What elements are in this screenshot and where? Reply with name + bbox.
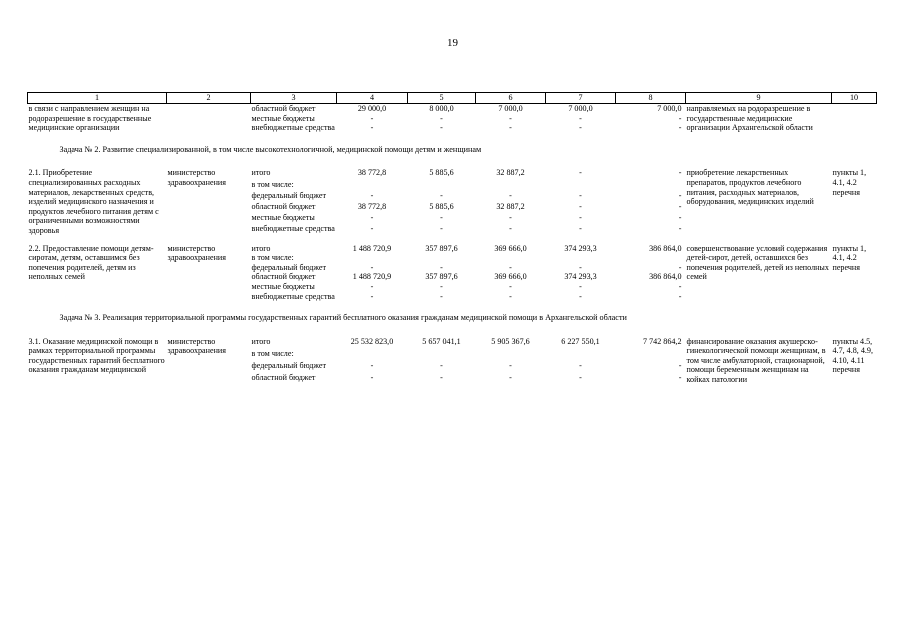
amount-cell: 5 885,6 <box>429 201 454 211</box>
amount-cell: - <box>509 213 512 223</box>
amount-cell: - <box>440 360 443 370</box>
funding-source: в том числе: <box>251 253 294 263</box>
amount-cell: 7 000,0 <box>498 104 523 113</box>
amount-cell: - <box>440 123 443 133</box>
amount-cell: - <box>678 123 682 133</box>
amount-cell <box>616 349 686 361</box>
amount-cell: 5 885,6 <box>429 168 454 178</box>
amount-cell: 7 000,0 <box>657 104 682 113</box>
amount-cell: - <box>370 113 374 123</box>
amount-cell: - <box>509 190 512 200</box>
amount-cell: - <box>579 360 582 370</box>
amount-cell: - <box>579 372 582 382</box>
amount-cell: - <box>579 190 582 200</box>
amount-cell: - <box>509 113 512 123</box>
funding-source: внебюджетные средства <box>251 123 335 133</box>
task-heading: Задача № 3. Реализация территориальной программы государственных гарантий бесплатного оказания гражданам медицинской помощи в Архангельской области <box>59 313 627 323</box>
funding-source: федеральный бюджет <box>251 262 326 272</box>
amount-cell <box>408 180 476 191</box>
amount-cell: 357 897,6 <box>425 272 458 282</box>
reference-items: пункты 1, 4.1, 4.2 перечня <box>832 243 867 272</box>
amount-cell: 1 488 720,9 <box>352 272 392 282</box>
amount-cell: - <box>678 262 682 272</box>
amount-cell: 369 666,0 <box>494 272 527 282</box>
column-number: 7 <box>546 93 616 104</box>
funding-source: федеральный бюджет <box>251 190 326 200</box>
amount-cell: 38 772,8 <box>357 201 387 211</box>
amount-cell: 374 293,3 <box>564 243 597 253</box>
measure-description: 3.1. Оказание медицинской помощи в рамках территориальной программы государственных гарантий бесплатного оказания гражданам медицинской <box>28 336 165 375</box>
amount-cell: 5 657 041,1 <box>422 336 461 346</box>
amount-cell: - <box>509 281 512 291</box>
amount-cell: - <box>440 213 443 223</box>
amount-cell: 5 905 367,6 <box>491 336 530 346</box>
expected-result: совершенствование условий содержания детей-сирот, детей, оставшихся без попечения родителей, детей из неполных семей <box>686 243 829 282</box>
funding-source: областной бюджет <box>251 272 316 282</box>
amount-cell: - <box>370 190 374 200</box>
amount-cell: - <box>579 201 582 211</box>
amount-cell: - <box>370 262 374 272</box>
task-row <box>28 301 877 337</box>
amount-cell: - <box>440 190 443 200</box>
measure-executor: министерство здравоохранения <box>167 336 226 356</box>
amount-cell: - <box>579 224 582 234</box>
amount-cell: - <box>509 123 512 133</box>
amount-cell: - <box>370 123 374 133</box>
column-number: 6 <box>476 93 546 104</box>
amount-cell: - <box>678 201 682 211</box>
amount-cell: - <box>579 262 582 272</box>
amount-cell: - <box>440 372 443 382</box>
amount-cell: - <box>579 291 582 301</box>
amount-cell: - <box>579 281 582 291</box>
amount-cell: 374 293,3 <box>564 272 597 282</box>
amount-cell: - <box>509 372 512 382</box>
funding-source: в том числе: <box>251 179 294 189</box>
amount-cell: - <box>509 224 512 234</box>
amount-cell: - <box>579 123 582 133</box>
funding-source: итого <box>251 336 271 346</box>
item22-row <box>28 244 877 254</box>
amount-cell: - <box>370 224 374 234</box>
amount-cell: 32 887,2 <box>496 201 525 211</box>
amount-cell: 32 887,2 <box>496 168 525 178</box>
amount-cell: 25 532 823,0 <box>350 336 394 346</box>
column-number: 3 <box>251 93 337 104</box>
amount-cell: - <box>579 113 582 123</box>
amount-cell: - <box>678 281 682 291</box>
amount-cell: 7 742 864,2 <box>643 336 682 346</box>
funding-source: итого <box>251 168 271 178</box>
amount-cell: - <box>440 113 443 123</box>
measure-executor: министерство здравоохранения <box>167 168 226 187</box>
amount-cell <box>616 180 686 191</box>
amount-cell: - <box>440 291 443 301</box>
amount-cell: 8 000,0 <box>429 104 454 113</box>
amount-cell: 357 897,6 <box>425 243 458 253</box>
amount-cell: - <box>370 360 374 370</box>
amount-cell <box>616 253 686 263</box>
column-number: 2 <box>167 93 251 104</box>
amount-cell: 386 864,0 <box>649 243 682 253</box>
page-number: 19 <box>447 37 458 49</box>
task-heading: Задача № 2. Развитие специализированной, в том числе высокотехнологичной, медицинской помощи детям и женщинам <box>59 144 482 154</box>
amount-cell <box>337 349 408 361</box>
amount-cell: - <box>678 213 682 223</box>
amount-cell <box>476 253 546 263</box>
amount-cell <box>337 180 408 191</box>
amount-cell: - <box>440 262 443 272</box>
funding-source: итого <box>251 243 271 253</box>
item31-row <box>28 337 877 349</box>
amount-cell <box>337 253 408 263</box>
amount-cell: 369 666,0 <box>494 243 527 253</box>
measure-executor <box>167 104 251 133</box>
amount-cell: - <box>370 372 374 382</box>
funding-source: внебюджетные средства <box>251 224 335 234</box>
expected-result: финансирование оказания акушерско-гинекологической помощи женщинам, в том числе амбулаторной, стационарной, помощи беременным женщинам на койках патологии <box>686 336 826 385</box>
measure-description: 2.2. Предоставление помощи детям-сиротам, детям, оставшимся без попечения родителей, детям из неполных семей <box>28 243 154 282</box>
expected-result: приобретение лекарственных препаратов, продуктов лечебного питания, расходных материалов, оборудования, медицинских изделий <box>686 168 814 207</box>
funding-source: в том числе: <box>251 348 294 358</box>
amount-cell: - <box>440 224 443 234</box>
amount-cell: - <box>678 224 682 234</box>
column-number: 10 <box>832 93 877 104</box>
funding-source: местные бюджеты <box>251 113 315 123</box>
amount-cell: 7 000,0 <box>568 104 593 113</box>
reference-items: пункты 4.5, 4.7, 4.8, 4.9, 4.10, 4.11 перечня <box>832 336 873 375</box>
amount-cell <box>408 253 476 263</box>
amount-cell <box>408 349 476 361</box>
funding-source: областной бюджет <box>251 104 316 113</box>
column-number: 5 <box>408 93 476 104</box>
amount-cell: 1 488 720,9 <box>352 243 392 253</box>
amount-cell: - <box>370 213 374 223</box>
amount-cell: - <box>678 190 682 200</box>
column-number: 9 <box>686 93 832 104</box>
cont-row <box>28 104 877 114</box>
measure-description: 2.1. Приобретение специализированных расходных материалов, лекарственных средств, изделий медицинского назначения и продуктов лечебного питания детям с ограниченными возможностями здоровья <box>28 168 159 235</box>
amount-cell: - <box>678 113 682 123</box>
measure-description: в связи с направлением женщин на родоразрешение в государственные медицинские организации <box>28 104 152 133</box>
amount-cell: 38 772,8 <box>357 168 387 178</box>
expected-result: направляемых на родоразрешение в государственные медицинские организации Архангельской области <box>686 104 813 133</box>
amount-cell: 29 000,0 <box>357 104 387 113</box>
amount-cell <box>546 180 616 191</box>
amount-cell: 386 864,0 <box>649 272 682 282</box>
item21-row <box>28 168 877 179</box>
amount-cell <box>476 349 546 361</box>
amount-cell: - <box>370 291 374 301</box>
program-table <box>27 92 877 385</box>
amount-cell: - <box>509 291 512 301</box>
task-row <box>28 133 877 169</box>
amount-cell <box>546 253 616 263</box>
funding-source: областной бюджет <box>251 201 316 211</box>
amount-cell: - <box>678 372 682 382</box>
measure-executor: министерство здравоохранения <box>167 243 226 263</box>
column-number: 1 <box>28 93 167 104</box>
amount-cell: - <box>678 291 682 301</box>
amount-cell: - <box>678 168 682 178</box>
amount-cell: - <box>678 360 682 370</box>
funding-source: местные бюджеты <box>251 281 315 291</box>
amount-cell: - <box>370 281 374 291</box>
column-number: 4 <box>337 93 408 104</box>
column-number: 8 <box>616 93 686 104</box>
amount-cell: - <box>579 213 582 223</box>
reference-items <box>832 104 877 133</box>
amount-cell <box>476 180 546 191</box>
amount-cell: - <box>579 168 582 178</box>
amount-cell: - <box>440 281 443 291</box>
amount-cell: - <box>509 262 512 272</box>
reference-items: пункты 1, 4.1, 4.2 перечня <box>832 168 867 197</box>
amount-cell: - <box>509 360 512 370</box>
amount-cell: 6 227 550,1 <box>561 336 600 346</box>
amount-cell <box>546 349 616 361</box>
funding-source: федеральный бюджет <box>251 360 326 370</box>
column-number-header <box>28 93 877 104</box>
funding-source: местные бюджеты <box>251 213 315 223</box>
funding-source: областной бюджет <box>251 372 316 382</box>
funding-source: внебюджетные средства <box>251 291 335 301</box>
